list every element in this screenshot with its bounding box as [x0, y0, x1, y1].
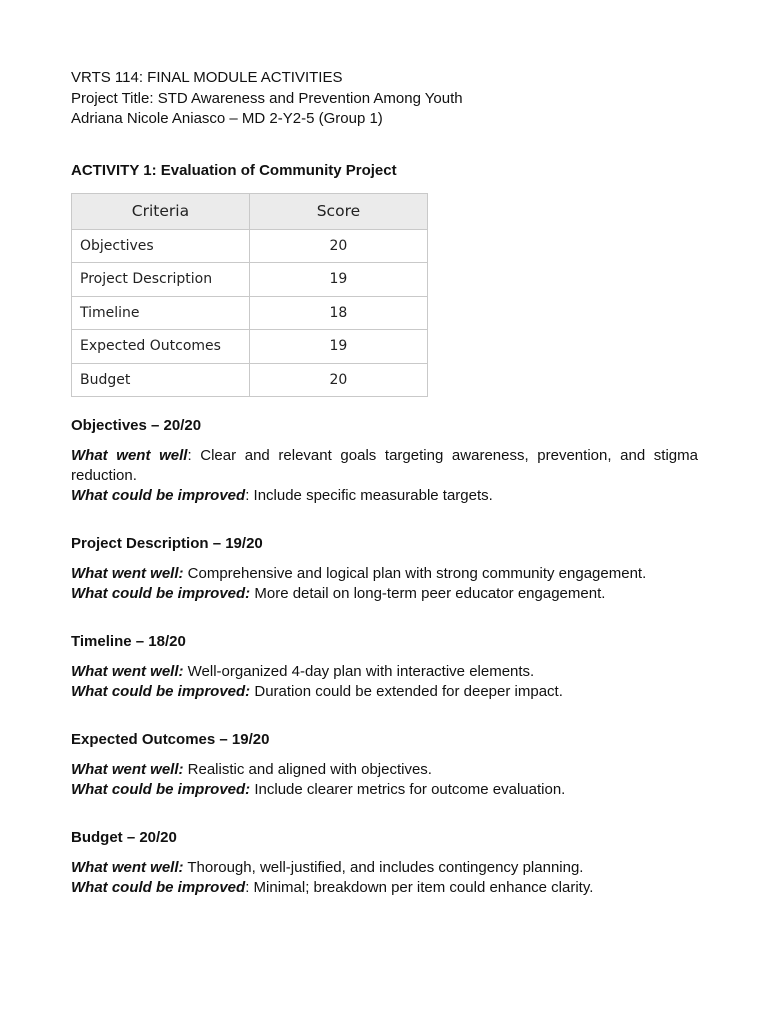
table-row — [72, 263, 428, 297]
improve-text: Duration could be extended for deeper impact. — [250, 683, 563, 700]
improve-label: What could be improved: — [71, 781, 251, 798]
improve-text: Include clearer metrics for outcome evaluation. — [250, 781, 566, 798]
document-page — [71, 68, 698, 898]
went-well-text: Well-organized 4-day plan with interactive elements. — [183, 663, 535, 680]
feedback-paragraph — [71, 446, 698, 506]
section-title: Objectives – 20/20 — [71, 417, 202, 434]
feedback-paragraph — [71, 858, 698, 898]
went-well-text: Thorough, well-justified, and includes contingency planning. — [183, 859, 584, 876]
went-well-label: What went well — [71, 447, 188, 464]
went-well-label: What went well: — [71, 565, 184, 582]
improve-label: What could be improved: — [71, 683, 251, 700]
score-cell: 19 — [249, 263, 427, 297]
table-row — [72, 330, 428, 364]
score-cell: 18 — [249, 296, 427, 330]
criteria-cell: Objectives — [72, 229, 250, 263]
feedback-paragraph — [71, 662, 698, 702]
evaluation-table — [71, 193, 428, 398]
table-row — [72, 229, 428, 263]
project-title: Project Title: STD Awareness and Prevention Among Youth — [71, 89, 463, 107]
improve-label: What could be improved — [71, 487, 246, 504]
improve-text: More detail on long-term peer educator engagement. — [250, 585, 606, 602]
went-well-label: What went well: — [71, 663, 184, 680]
feedback-paragraph — [71, 760, 698, 800]
section-title: Project Description – 19/20 — [71, 535, 263, 552]
column-header-score: Score — [249, 193, 427, 229]
column-header-criteria: Criteria — [72, 193, 250, 229]
course-title: VRTS 114: FINAL MODULE ACTIVITIES — [71, 69, 343, 86]
score-cell: 20 — [249, 363, 427, 397]
score-cell: 19 — [249, 330, 427, 364]
criteria-cell: Budget — [72, 363, 250, 397]
criteria-cell: Expected Outcomes — [72, 330, 250, 364]
criteria-cell: Project Description — [72, 263, 250, 297]
table-header-row — [72, 193, 428, 229]
improve-sep: : — [245, 487, 250, 504]
section-timeline — [71, 632, 698, 702]
criteria-cell: Timeline — [72, 296, 250, 330]
section-title: Timeline – 18/20 — [71, 633, 186, 650]
table-row — [72, 363, 428, 397]
section-budget — [71, 828, 698, 898]
improve-text: Minimal; breakdown per item could enhance clarity. — [249, 879, 594, 896]
improve-text: Include specific measurable targets. — [249, 487, 493, 504]
section-objectives — [71, 416, 698, 506]
section-project-description — [71, 534, 698, 604]
went-well-text: Comprehensive and logical plan with strong community engagement. — [183, 565, 647, 582]
went-well-text: Realistic and aligned with objectives. — [183, 761, 432, 778]
went-well-sep: : — [187, 447, 192, 464]
section-expected-outcomes — [71, 730, 698, 800]
author-line: Adriana Nicole Aniasco – MD 2-Y2-5 (Group 1) — [71, 110, 383, 127]
improve-label: What could be improved: — [71, 585, 251, 602]
table-row — [72, 296, 428, 330]
went-well-label: What went well: — [71, 761, 184, 778]
section-title: Budget – 20/20 — [71, 829, 177, 846]
went-well-label: What went well: — [71, 859, 184, 876]
score-cell: 20 — [249, 229, 427, 263]
went-well-text: Clear and relevant goals targeting awareness, prevention, and stigma reduction. — [71, 447, 698, 484]
activity-title: ACTIVITY 1: Evaluation of Community Project — [71, 161, 397, 179]
improve-sep: : — [245, 879, 250, 896]
improve-label: What could be improved — [71, 879, 246, 896]
feedback-paragraph — [71, 564, 698, 604]
section-title: Expected Outcomes – 19/20 — [71, 731, 270, 748]
